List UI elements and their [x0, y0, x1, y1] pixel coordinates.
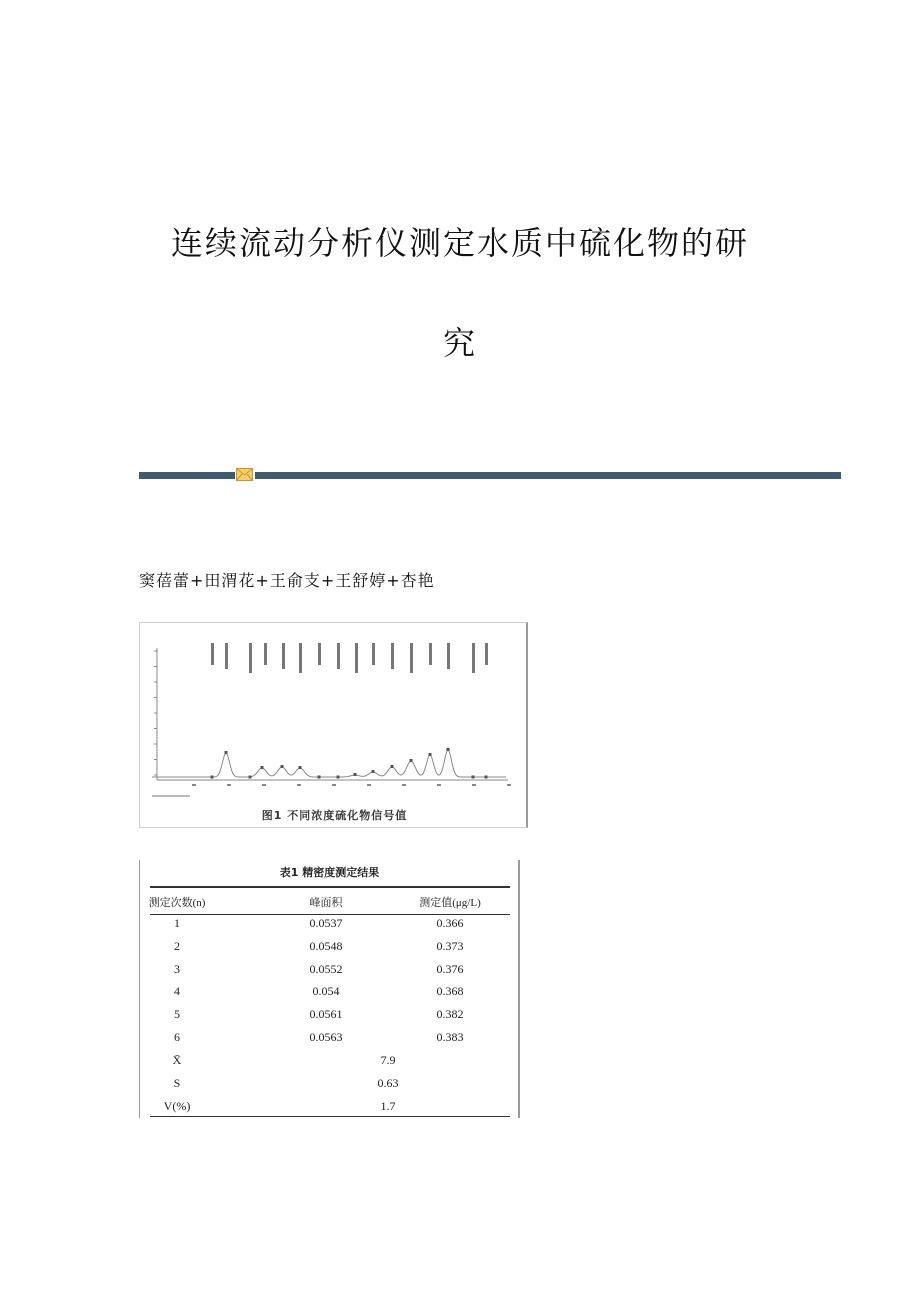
summary-value: 7.9 [380, 1053, 396, 1067]
peak-label [318, 643, 321, 665]
baseline-point [249, 776, 252, 779]
peak-label [211, 643, 214, 665]
table-cell: 2 [174, 938, 180, 953]
x-tick-label [227, 784, 231, 786]
peak-point [261, 766, 264, 769]
peak-point [372, 770, 375, 773]
summary-label: S [173, 1075, 181, 1090]
peak-point [299, 766, 302, 769]
table-cell: 0.0552 [309, 961, 343, 976]
table-cell: 5 [174, 1007, 180, 1022]
x-tick-label [192, 784, 196, 786]
peak-point [447, 748, 450, 751]
table-cell: 0.373 [436, 938, 464, 953]
peak-point [391, 765, 394, 768]
peak-label [337, 643, 340, 669]
peak-label [225, 643, 228, 669]
x-tick-label [402, 784, 406, 786]
peak-point [354, 773, 357, 776]
baseline-point [472, 776, 475, 779]
table-header-cell: 测定值(μg/L) [419, 897, 481, 909]
figure-1 [139, 622, 528, 828]
peak-point [429, 753, 432, 756]
x-tick-label [507, 784, 511, 786]
x-tick-label [332, 784, 336, 786]
table-cell: 6 [174, 1030, 180, 1044]
peak-label [391, 643, 394, 669]
summary-label: X̄ [172, 1053, 182, 1067]
table-header-cell: 峰面积 [309, 897, 343, 909]
peak-label [299, 643, 302, 673]
title-divider-right [255, 472, 841, 479]
table-caption: 表1 精密度测定结果 [279, 866, 380, 879]
peak-label [249, 643, 252, 673]
table-cell: 4 [174, 984, 180, 999]
baseline-point [337, 776, 340, 779]
table-cell: 0.376 [436, 961, 464, 976]
peak-label [372, 643, 375, 665]
summary-label: V(%) [163, 1098, 191, 1113]
table-cell: 0.366 [436, 916, 464, 930]
x-tick-label [297, 784, 301, 786]
table-top-rule [150, 886, 510, 888]
document-title-line-2: 究 [442, 324, 477, 362]
baseline-point [485, 776, 488, 779]
summary-value: 1.7 [380, 1098, 396, 1113]
table-1 [139, 860, 520, 1118]
figure-footnote-mark [152, 795, 190, 797]
x-tick-label [472, 784, 476, 786]
table-bottom-rule [150, 1116, 510, 1117]
signal-line [152, 750, 506, 777]
baseline-point [211, 776, 214, 779]
table-cell: 3 [174, 961, 180, 976]
chromatogram-chart [140, 623, 527, 803]
envelope-icon [236, 468, 253, 481]
table-cell: 0.0561 [309, 1007, 343, 1022]
peak-label [447, 643, 450, 669]
x-tick-label [262, 784, 266, 786]
table-cell: 0.0563 [309, 1030, 343, 1044]
x-tick-label [437, 784, 441, 786]
peak-label [282, 643, 285, 669]
title-divider-left [139, 472, 235, 479]
table-cell: 0.054 [312, 984, 340, 999]
table-cell: 0.382 [436, 1007, 464, 1022]
table-cell: 1 [174, 916, 180, 930]
peak-label [264, 643, 267, 665]
document-title-line-1: 连续流动分析仪测定水质中硫化物的研 [170, 224, 749, 262]
table-cell: 0.0537 [309, 916, 343, 930]
table-cell: 0.368 [436, 984, 464, 999]
author-list: 窦蓓蕾+田渭花+王俞支+王舒婷+杏艳 [139, 571, 435, 590]
peak-label [485, 643, 488, 665]
baseline-point [318, 776, 321, 779]
peak-label [429, 643, 432, 665]
table-cell: 0.0548 [309, 938, 343, 953]
table-cell: 0.383 [436, 1030, 464, 1044]
peak-label [355, 643, 358, 673]
peak-label [472, 643, 475, 673]
peak-point [281, 765, 284, 768]
peak-point [225, 751, 228, 754]
x-tick-label [367, 784, 371, 786]
peak-point [410, 759, 413, 762]
peak-label [410, 643, 413, 673]
figure-caption: 图1 不同浓度硫化物信号值 [261, 809, 408, 822]
summary-value: 0.63 [377, 1075, 399, 1090]
table-header-cell: 测定次数(n) [148, 897, 206, 909]
table-header-rule [150, 914, 510, 915]
